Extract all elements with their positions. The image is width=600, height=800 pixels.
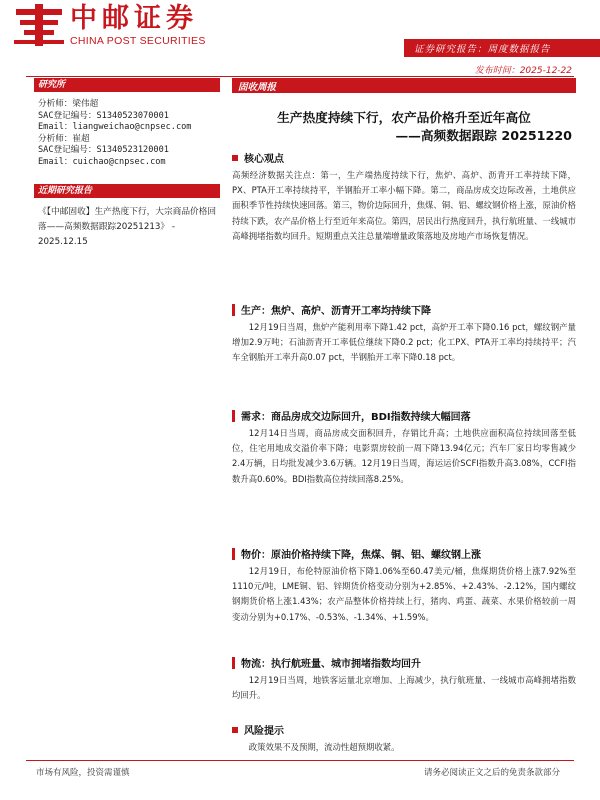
institute-heading: 研究所 bbox=[34, 78, 220, 92]
recent-reports-heading: 近期研究报告 bbox=[34, 184, 220, 198]
brand-name-en: CHINA POST SECURITIES bbox=[70, 35, 206, 47]
footer-divider bbox=[26, 760, 574, 761]
footer-disclaimer-note: 请务必阅读正文之后的免责条款部分 bbox=[423, 768, 560, 778]
section-heading-text: 需求：商品房成交边际回升，BDI指数持续大幅回落 bbox=[241, 412, 471, 423]
section-demand bbox=[232, 408, 576, 487]
section-text: 12月14日当周，商品房成交面积回升，存销比升高；土地供应面积高位持续回落至低位，住宅用地成交溢价率下降；电影票房较前一周下降13.94亿元；汽车厂家日均零售减少2.4万辆，日均批发减少3.6万辆。12月19日当周，海运运价SCFI指数升高3.08%，CCFI指数升高0.60%。BDI指数高位持续回落8.25%。 bbox=[232, 428, 576, 484]
analyst-email[interactable]: Email：liangweichao@cnpsec.com bbox=[38, 122, 192, 133]
report-subtitle: ——高频数据跟踪 20251220 bbox=[395, 128, 572, 143]
section-heading-text: 物流：执行航班量、城市拥堵指数均回升 bbox=[241, 659, 421, 670]
analyst-email[interactable]: Email：cuichao@cnpsec.com bbox=[38, 156, 166, 167]
red-bar-icon bbox=[232, 657, 235, 669]
header-divider bbox=[26, 76, 574, 77]
section-core-view bbox=[232, 150, 576, 244]
column-tag-label: 固收周报 bbox=[238, 82, 277, 93]
column-tag bbox=[232, 78, 576, 93]
section-text: 12月19日，布伦特原油价格下降1.06%至60.47美元/桶，焦煤期货价格上涨7.92%至1110元/吨，LME铜、铝、锌期货价格变动分别为+2.85%、+2.43%、-2.12%，国内螺纹钢期货价格上涨1.43%；农产品整体价格持续上行，猪肉、鸡蛋、蔬菜、水果价格较前一周变动分别为+0.17%、-0.53%、-1.34%、+1.59%。 bbox=[232, 566, 576, 622]
report-header bbox=[0, 0, 600, 60]
section-heading bbox=[232, 722, 576, 737]
analyst-line: 分析师：崔超 bbox=[38, 133, 90, 144]
section-logistics bbox=[232, 655, 576, 703]
section-risk bbox=[232, 722, 576, 755]
footer-risk-note: 市场有风险，投资需谨慎 bbox=[36, 768, 130, 778]
section-heading bbox=[232, 302, 576, 317]
section-text: 12月19日当周，焦炉产能利用率下降1.42 pct，高炉开工率下降0.16 pct，螺纹钢产量增加2.9万吨；石油沥青开工率低位继续下降0.2 pct；化工PX、PTA开工率均持续持平；汽车全钢胎开工率升高0.07 pct，半钢胎开工率下降0.18 pct。 bbox=[232, 322, 576, 363]
section-heading-text: 核心观点 bbox=[244, 154, 284, 165]
section-heading-text: 风险提示 bbox=[244, 726, 284, 737]
report-type-label: 证券研究报告：周度数据报告 bbox=[414, 44, 551, 55]
red-bar-icon bbox=[232, 548, 235, 560]
analyst-info bbox=[34, 92, 220, 169]
report-type-banner bbox=[404, 39, 600, 57]
section-heading bbox=[232, 546, 576, 561]
section-heading bbox=[232, 408, 576, 423]
analyst-line: 分析师：梁伟超 bbox=[38, 99, 99, 109]
section-heading bbox=[232, 150, 576, 165]
section-heading-text: 生产：焦炉、高炉、沥青开工率均持续下降 bbox=[241, 306, 431, 317]
red-bar-icon bbox=[232, 410, 235, 422]
china-post-logo-icon bbox=[14, 4, 64, 46]
publish-time: 发布时间：2025-12-22 bbox=[474, 66, 572, 76]
section-heading-text: 物价：原油价格持续下降，焦煤、铜、铝、螺纹钢上涨 bbox=[241, 550, 481, 561]
brand-name-cn: 中邮证券 bbox=[70, 3, 198, 34]
section-text: 12月19日当周，地铁客运量北京增加、上海减少，执行航班量、一线城市高峰拥堵指数均回升。 bbox=[232, 675, 576, 701]
red-bar-icon bbox=[232, 304, 235, 316]
recent-report-link[interactable]: 《【中邮固收】生产热度下行，大宗商品价格回落——高频数据跟踪20251213》 - 2025.12.15 bbox=[38, 207, 217, 247]
brand-logo bbox=[14, 4, 206, 47]
analyst-line: SAC登记编号：S1340523070001 bbox=[38, 110, 169, 121]
sidebar bbox=[34, 78, 220, 247]
report-title: 生产热度持续下行，农产品价格升至近年高位 bbox=[277, 110, 531, 125]
section-prices bbox=[232, 546, 576, 625]
red-square-icon bbox=[232, 155, 238, 161]
section-text: 政策效果不及预期，流动性超预期收紧。 bbox=[248, 742, 400, 752]
section-heading bbox=[232, 655, 576, 670]
section-production bbox=[232, 302, 576, 366]
analyst-line: SAC登记编号：S1340523120001 bbox=[38, 145, 169, 156]
red-square-icon bbox=[232, 727, 238, 733]
section-text: 高频经济数据关注点：第一，生产端热度持续下行，焦炉、高炉、沥青开工率持续下降，PX、PTA开工率持续持平，半钢胎开工率小幅下降。第二，商品房成交边际改善，土地供应面积季节性持续快速回落。第三，物价边际回升，焦煤、铜、铝、螺纹钢价格上涨，原油价格持续下跌，农产品价格上行至近年来高位。第四，居民出行热度回升，执行航班量、一线城市高峰拥堵指数均回升。短期重点关注总量端增量政策落地及房地产市场恢复情况。 bbox=[232, 170, 576, 241]
